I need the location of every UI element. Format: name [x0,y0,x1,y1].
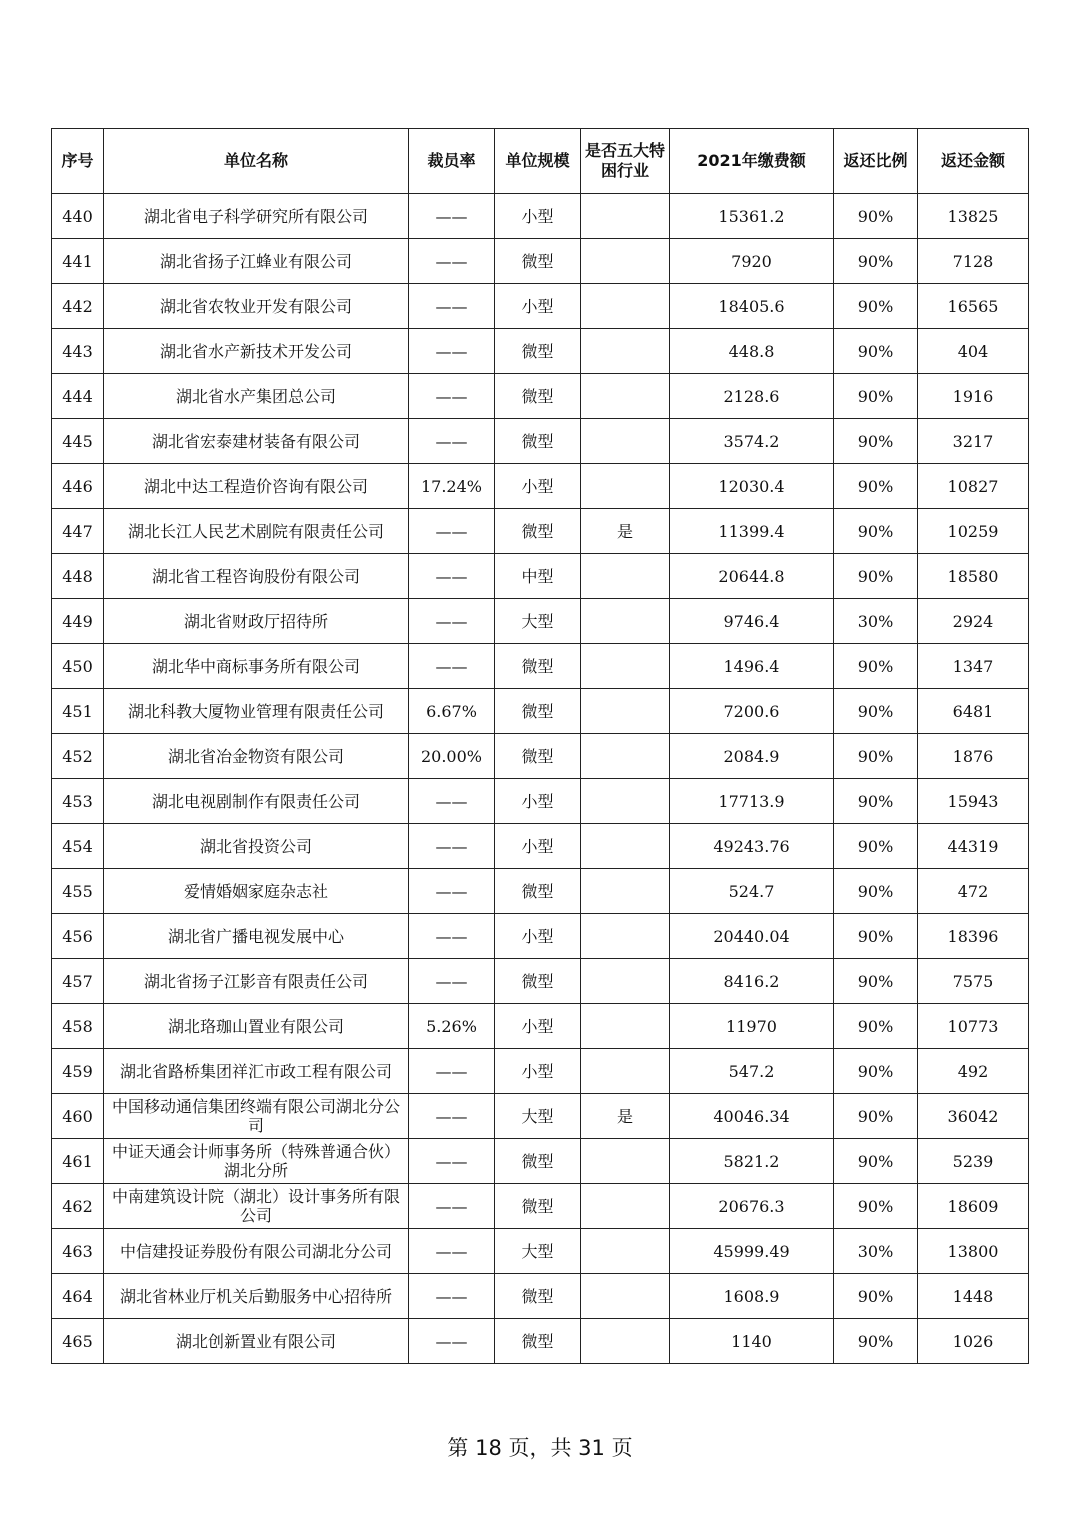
cell-unit-name: 湖北省农牧业开发有限公司 [104,284,409,329]
cell-unit-size: 小型 [495,284,581,329]
cell-unit-name: 湖北科教大厦物业管理有限责任公司 [104,689,409,734]
cell-unit-name: 湖北省路桥集团祥汇市政工程有限公司 [104,1049,409,1094]
cell-refund-ratio: 90% [834,959,918,1004]
cell-refund-ratio: 90% [834,239,918,284]
cell-unit-size: 微型 [495,329,581,374]
cell-unit-size: 微型 [495,419,581,464]
cell-2021-payment: 8416.2 [670,959,834,1004]
cell-unit-size: 小型 [495,1004,581,1049]
table-row [52,464,1029,509]
cell-index: 444 [52,374,104,419]
cell-refund-ratio: 90% [834,644,918,689]
cell-index: 449 [52,599,104,644]
cell-refund-amount: 3217 [918,419,1029,464]
cell-refund-amount: 15943 [918,779,1029,824]
cell-index: 457 [52,959,104,1004]
table-row [52,1049,1029,1094]
cell-refund-amount: 6481 [918,689,1029,734]
cell-refund-ratio: 90% [834,1184,918,1229]
cell-layoff-rate: —— [409,1139,495,1184]
cell-refund-ratio: 90% [834,419,918,464]
cell-index: 450 [52,644,104,689]
cell-2021-payment: 20644.8 [670,554,834,599]
cell-unit-name: 湖北华中商标事务所有限公司 [104,644,409,689]
cell-hardship-industry [581,1319,670,1364]
cell-index: 441 [52,239,104,284]
cell-index: 453 [52,779,104,824]
table-row [52,734,1029,779]
cell-layoff-rate: 6.67% [409,689,495,734]
cell-hardship-industry: 是 [581,509,670,554]
cell-layoff-rate: —— [409,194,495,239]
cell-refund-ratio: 90% [834,284,918,329]
cell-refund-ratio: 90% [834,329,918,374]
cell-unit-size: 大型 [495,599,581,644]
cell-hardship-industry [581,644,670,689]
table-body [52,194,1029,1364]
cell-index: 446 [52,464,104,509]
cell-hardship-industry [581,734,670,779]
cell-refund-amount: 10259 [918,509,1029,554]
cell-refund-amount: 36042 [918,1094,1029,1139]
table-row [52,1229,1029,1274]
cell-unit-name: 湖北省冶金物资有限公司 [104,734,409,779]
cell-layoff-rate: —— [409,914,495,959]
cell-unit-name: 中国移动通信集团终端有限公司湖北分公司 [104,1094,409,1139]
cell-refund-ratio: 90% [834,1319,918,1364]
table-row [52,239,1029,284]
cell-layoff-rate: —— [409,554,495,599]
cell-2021-payment: 2128.6 [670,374,834,419]
cell-refund-ratio: 90% [834,374,918,419]
cell-index: 454 [52,824,104,869]
cell-refund-ratio: 90% [834,509,918,554]
cell-unit-name: 湖北省水产新技术开发公司 [104,329,409,374]
cell-layoff-rate: 20.00% [409,734,495,779]
cell-refund-ratio: 90% [834,869,918,914]
header-refund-amount: 返还金额 [918,129,1029,194]
header-2021-payment: 2021年缴费额 [670,129,834,194]
cell-refund-ratio: 90% [834,734,918,779]
cell-index: 456 [52,914,104,959]
cell-hardship-industry [581,1049,670,1094]
cell-2021-payment: 45999.49 [670,1229,834,1274]
cell-refund-ratio: 30% [834,599,918,644]
table-row [52,779,1029,824]
header-unit-size: 单位规模 [495,129,581,194]
cell-2021-payment: 15361.2 [670,194,834,239]
cell-refund-amount: 1916 [918,374,1029,419]
cell-2021-payment: 49243.76 [670,824,834,869]
cell-refund-ratio: 90% [834,1094,918,1139]
cell-layoff-rate: 5.26% [409,1004,495,1049]
table-row [52,1274,1029,1319]
cell-refund-amount: 7128 [918,239,1029,284]
cell-refund-ratio: 90% [834,554,918,599]
cell-unit-size: 微型 [495,1139,581,1184]
cell-unit-size: 微型 [495,1319,581,1364]
cell-refund-ratio: 90% [834,914,918,959]
cell-index: 461 [52,1139,104,1184]
cell-index: 445 [52,419,104,464]
cell-layoff-rate: —— [409,869,495,914]
cell-2021-payment: 20676.3 [670,1184,834,1229]
cell-hardship-industry [581,959,670,1004]
cell-unit-name: 中信建投证券股份有限公司湖北分公司 [104,1229,409,1274]
cell-unit-name: 湖北省林业厅机关后勤服务中心招待所 [104,1274,409,1319]
cell-unit-name: 湖北中达工程造价咨询有限公司 [104,464,409,509]
cell-2021-payment: 547.2 [670,1049,834,1094]
cell-hardship-industry: 是 [581,1094,670,1139]
cell-2021-payment: 7200.6 [670,689,834,734]
cell-hardship-industry [581,1229,670,1274]
cell-2021-payment: 1496.4 [670,644,834,689]
cell-unit-size: 微型 [495,374,581,419]
cell-hardship-industry [581,329,670,374]
cell-unit-size: 微型 [495,734,581,779]
cell-index: 460 [52,1094,104,1139]
cell-refund-ratio: 90% [834,1139,918,1184]
cell-unit-name: 湖北省工程咨询股份有限公司 [104,554,409,599]
table-row [52,1004,1029,1049]
cell-unit-size: 中型 [495,554,581,599]
cell-refund-amount: 10773 [918,1004,1029,1049]
cell-unit-name: 湖北省宏泰建材装备有限公司 [104,419,409,464]
cell-refund-ratio: 90% [834,779,918,824]
cell-unit-name: 湖北电视剧制作有限责任公司 [104,779,409,824]
cell-refund-amount: 7575 [918,959,1029,1004]
table-row [52,869,1029,914]
cell-index: 455 [52,869,104,914]
cell-layoff-rate: —— [409,239,495,284]
cell-refund-amount: 1026 [918,1319,1029,1364]
cell-layoff-rate: —— [409,644,495,689]
cell-hardship-industry [581,599,670,644]
cell-2021-payment: 40046.34 [670,1094,834,1139]
cell-unit-name: 中证天通会计师事务所（特殊普通合伙）湖北分所 [104,1139,409,1184]
cell-layoff-rate: —— [409,509,495,554]
cell-2021-payment: 1140 [670,1319,834,1364]
cell-unit-name: 湖北省投资公司 [104,824,409,869]
cell-hardship-industry [581,374,670,419]
table-row [52,284,1029,329]
cell-unit-size: 小型 [495,464,581,509]
cell-unit-size: 小型 [495,779,581,824]
cell-unit-name: 湖北珞珈山置业有限公司 [104,1004,409,1049]
cell-unit-size: 微型 [495,869,581,914]
table-row [52,1139,1029,1184]
cell-2021-payment: 5821.2 [670,1139,834,1184]
table-row [52,644,1029,689]
table-row [52,1094,1029,1139]
cell-unit-size: 大型 [495,1094,581,1139]
cell-layoff-rate: —— [409,419,495,464]
cell-unit-size: 微型 [495,959,581,1004]
cell-unit-name: 湖北省电子科学研究所有限公司 [104,194,409,239]
cell-hardship-industry [581,824,670,869]
cell-index: 451 [52,689,104,734]
cell-hardship-industry [581,1139,670,1184]
cell-refund-amount: 18396 [918,914,1029,959]
cell-refund-amount: 5239 [918,1139,1029,1184]
cell-hardship-industry [581,869,670,914]
cell-2021-payment: 2084.9 [670,734,834,779]
cell-2021-payment: 3574.2 [670,419,834,464]
cell-hardship-industry [581,1004,670,1049]
table-row [52,959,1029,1004]
cell-2021-payment: 11399.4 [670,509,834,554]
header-index: 序号 [52,129,104,194]
header-row [52,129,1029,194]
cell-refund-ratio: 90% [834,1049,918,1094]
cell-layoff-rate: —— [409,329,495,374]
cell-index: 440 [52,194,104,239]
cell-layoff-rate: —— [409,1319,495,1364]
cell-hardship-industry [581,1184,670,1229]
cell-layoff-rate: —— [409,1049,495,1094]
cell-unit-size: 小型 [495,1049,581,1094]
cell-refund-amount: 472 [918,869,1029,914]
cell-refund-amount: 13825 [918,194,1029,239]
cell-refund-ratio: 90% [834,824,918,869]
cell-refund-amount: 492 [918,1049,1029,1094]
cell-unit-size: 小型 [495,194,581,239]
cell-hardship-industry [581,1274,670,1319]
cell-2021-payment: 448.8 [670,329,834,374]
cell-refund-amount: 404 [918,329,1029,374]
cell-layoff-rate: 17.24% [409,464,495,509]
cell-index: 458 [52,1004,104,1049]
cell-refund-amount: 1876 [918,734,1029,779]
cell-unit-size: 小型 [495,914,581,959]
table-row [52,509,1029,554]
cell-refund-amount: 18580 [918,554,1029,599]
cell-hardship-industry [581,419,670,464]
cell-unit-size: 微型 [495,689,581,734]
cell-2021-payment: 7920 [670,239,834,284]
cell-refund-ratio: 90% [834,1274,918,1319]
cell-refund-ratio: 90% [834,689,918,734]
cell-index: 465 [52,1319,104,1364]
cell-index: 463 [52,1229,104,1274]
cell-index: 448 [52,554,104,599]
cell-hardship-industry [581,779,670,824]
cell-layoff-rate: —— [409,599,495,644]
table-row [52,824,1029,869]
cell-2021-payment: 11970 [670,1004,834,1049]
cell-refund-amount: 13800 [918,1229,1029,1274]
cell-refund-amount: 10827 [918,464,1029,509]
cell-hardship-industry [581,554,670,599]
cell-layoff-rate: —— [409,779,495,824]
cell-unit-name: 爱情婚姻家庭杂志社 [104,869,409,914]
cell-index: 442 [52,284,104,329]
cell-unit-size: 微型 [495,644,581,689]
cell-refund-ratio: 90% [834,1004,918,1049]
cell-layoff-rate: —— [409,1274,495,1319]
header-unit-name: 单位名称 [104,129,409,194]
table-row [52,554,1029,599]
cell-unit-size: 大型 [495,1229,581,1274]
cell-layoff-rate: —— [409,824,495,869]
cell-layoff-rate: —— [409,1184,495,1229]
header-hardship-industry: 是否五大特困行业 [581,129,670,194]
cell-layoff-rate: —— [409,1229,495,1274]
cell-2021-payment: 1608.9 [670,1274,834,1319]
cell-unit-name: 湖北省财政厅招待所 [104,599,409,644]
table-row [52,419,1029,464]
table-row [52,374,1029,419]
cell-layoff-rate: —— [409,959,495,1004]
cell-unit-name: 湖北省扬子江影音有限责任公司 [104,959,409,1004]
cell-hardship-industry [581,239,670,284]
cell-layoff-rate: —— [409,284,495,329]
cell-unit-size: 微型 [495,509,581,554]
table-row [52,914,1029,959]
cell-refund-amount: 16565 [918,284,1029,329]
cell-hardship-industry [581,284,670,329]
cell-refund-amount: 44319 [918,824,1029,869]
cell-layoff-rate: —— [409,374,495,419]
cell-unit-name: 湖北创新置业有限公司 [104,1319,409,1364]
cell-refund-ratio: 90% [834,464,918,509]
cell-refund-amount: 1448 [918,1274,1029,1319]
cell-refund-ratio: 30% [834,1229,918,1274]
cell-refund-ratio: 90% [834,194,918,239]
cell-unit-name: 中南建筑设计院（湖北）设计事务所有限公司 [104,1184,409,1229]
cell-unit-size: 微型 [495,1184,581,1229]
table-row [52,194,1029,239]
header-layoff-rate: 裁员率 [409,129,495,194]
cell-hardship-industry [581,689,670,734]
cell-2021-payment: 524.7 [670,869,834,914]
table-row [52,689,1029,734]
cell-index: 464 [52,1274,104,1319]
cell-unit-name: 湖北长江人民艺术剧院有限责任公司 [104,509,409,554]
cell-unit-size: 微型 [495,1274,581,1319]
table-row [52,329,1029,374]
cell-hardship-industry [581,194,670,239]
cell-2021-payment: 9746.4 [670,599,834,644]
table-row [52,1319,1029,1364]
cell-unit-size: 小型 [495,824,581,869]
cell-refund-amount: 18609 [918,1184,1029,1229]
cell-2021-payment: 20440.04 [670,914,834,959]
cell-unit-name: 湖北省扬子江蜂业有限公司 [104,239,409,284]
cell-index: 443 [52,329,104,374]
table-row [52,599,1029,644]
cell-unit-name: 湖北省水产集团总公司 [104,374,409,419]
data-table [51,128,1029,1364]
table-row [52,1184,1029,1229]
cell-index: 447 [52,509,104,554]
cell-unit-size: 微型 [495,239,581,284]
cell-index: 459 [52,1049,104,1094]
cell-2021-payment: 18405.6 [670,284,834,329]
cell-index: 452 [52,734,104,779]
cell-unit-name: 湖北省广播电视发展中心 [104,914,409,959]
cell-hardship-industry [581,464,670,509]
page-footer: 第 18 页，共 31 页 [447,1436,633,1460]
cell-2021-payment: 12030.4 [670,464,834,509]
cell-refund-amount: 2924 [918,599,1029,644]
cell-index: 462 [52,1184,104,1229]
cell-layoff-rate: —— [409,1094,495,1139]
header-refund-ratio: 返还比例 [834,129,918,194]
cell-2021-payment: 17713.9 [670,779,834,824]
cell-refund-amount: 1347 [918,644,1029,689]
cell-hardship-industry [581,914,670,959]
